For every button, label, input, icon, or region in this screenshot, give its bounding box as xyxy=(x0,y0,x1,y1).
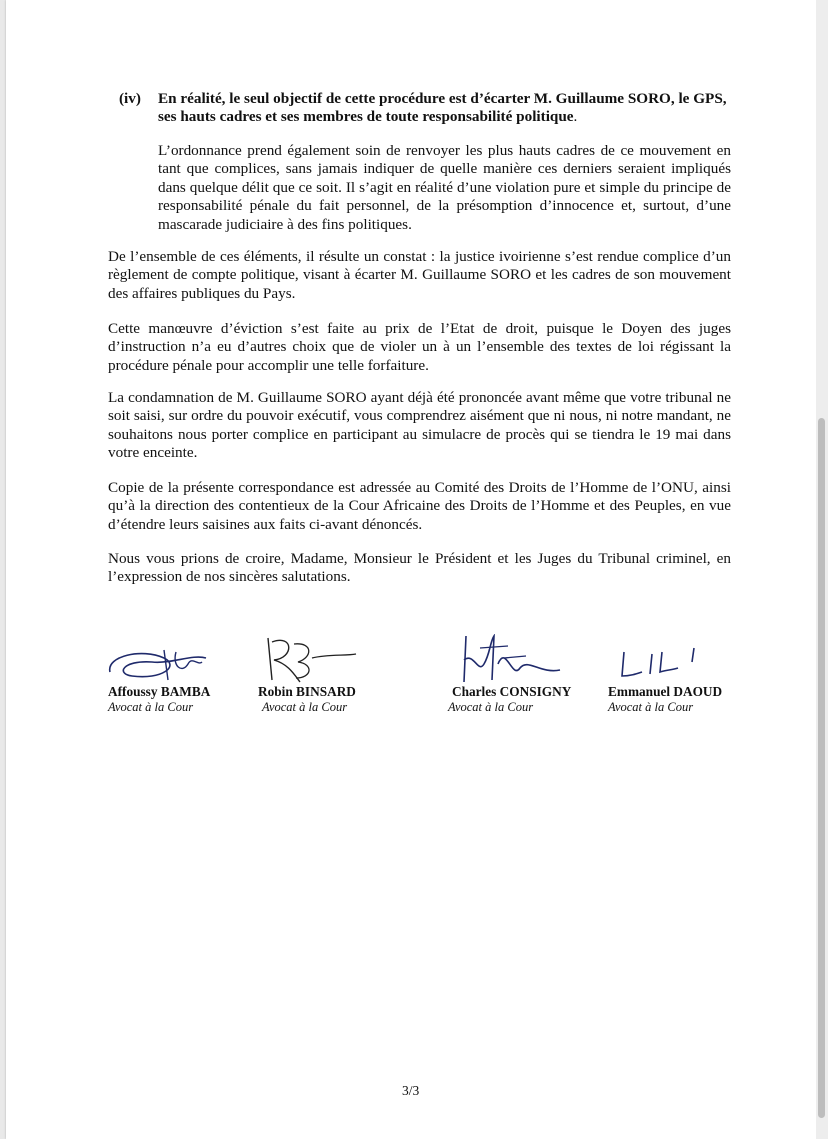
signature-binsard-image xyxy=(254,634,364,686)
page-number: 3/3 xyxy=(402,1083,420,1098)
signatory-consigny xyxy=(444,634,604,716)
signatory-name: Charles CONSIGNY xyxy=(452,684,572,699)
scrollbar-thumb[interactable] xyxy=(818,418,825,1118)
section-heading xyxy=(158,90,738,127)
paragraph-eviction: Cette manœuvre d’éviction s’est faite au prix de l’Etat de droit, puisque le Doyen des juges d’instruction n’a eu d’autres choix que de violer un à un l’ensemble des textes de loi régissant la procédure pénale pour accomplir une telle forfaiture. xyxy=(108,320,731,374)
signatory-bamba xyxy=(102,636,262,716)
signatory-role: Avocat à la Cour xyxy=(608,700,694,714)
paragraph-copie: Copie de la présente correspondance est adressée au Comité des Droits de l’Homme de l’ONU, ainsi qu’à la direction des contentieux de la Cour Africaine des Droits de l’Homme et des Peuples, en vue d’étendre leurs saisines aux faits ci-avant dénoncés. xyxy=(108,479,731,533)
signature-consigny-image xyxy=(444,634,574,686)
signatory-name: Emmanuel DAOUD xyxy=(608,684,723,699)
paragraph-condamnation: La condamnation de M. Guillaume SORO ayant déjà été prononcée avant même que votre tribunal ne soit saisi, sur ordre du pouvoir exécutif, vous comprendrez aisément que ni nous, ni notre mandant, ne souhaitons nous porter complice en participant au simulacre de procès qui se tiendra le 19 mai dans votre enceinte. xyxy=(108,389,731,462)
document-page xyxy=(6,0,816,1139)
section-heading-text: En réalité, le seul objectif de cette procédure est d’écarter M. Guillaume SORO, le GPS, ses hauts cadres et ses membres de toute responsabilité politique xyxy=(158,90,727,126)
signatory-role: Avocat à la Cour xyxy=(108,700,194,714)
paragraph-constat: De l’ensemble de ces éléments, il résulte un constat : la justice ivoirienne s’est rendue complice d’un règlement de compte politique, visant à écarter M. Guillaume SORO et les cadres de son mouvement des affaires publiques du Pays. xyxy=(108,248,731,302)
vertical-scrollbar[interactable] xyxy=(816,0,828,1139)
section-heading-end: . xyxy=(573,108,578,126)
section-numeral: (iv) xyxy=(119,90,141,107)
signatory-binsard xyxy=(254,634,414,716)
signature-bamba-image xyxy=(102,636,212,686)
signature-daoud-image xyxy=(602,640,712,684)
signatory-role: Avocat à la Cour xyxy=(448,700,534,714)
paragraph-ordonnance: L’ordonnance prend également soin de renvoyer les plus hauts cadres de ce mouvement en tant que complices, sans jamais indiquer de quelle manière ces derniers seraient impliqués dans quelque délit que ce soit. Il s’agit en réalité d’une violation pure et simple du principe de responsabilité pénale du fait personnel, de la présomption d’innocence et, surtout, d’une mascarade judiciaire à des fins politiques. xyxy=(158,142,731,233)
signatory-name: Affoussy BAMBA xyxy=(108,684,211,699)
signatory-daoud xyxy=(602,640,762,716)
signatory-role: Avocat à la Cour xyxy=(262,700,348,714)
signatory-name: Robin BINSARD xyxy=(258,684,356,699)
paragraph-salutations: Nous vous prions de croire, Madame, Monsieur le Président et les Juges du Tribunal criminel, en l’expression de nos sincères salutations. xyxy=(108,550,731,586)
